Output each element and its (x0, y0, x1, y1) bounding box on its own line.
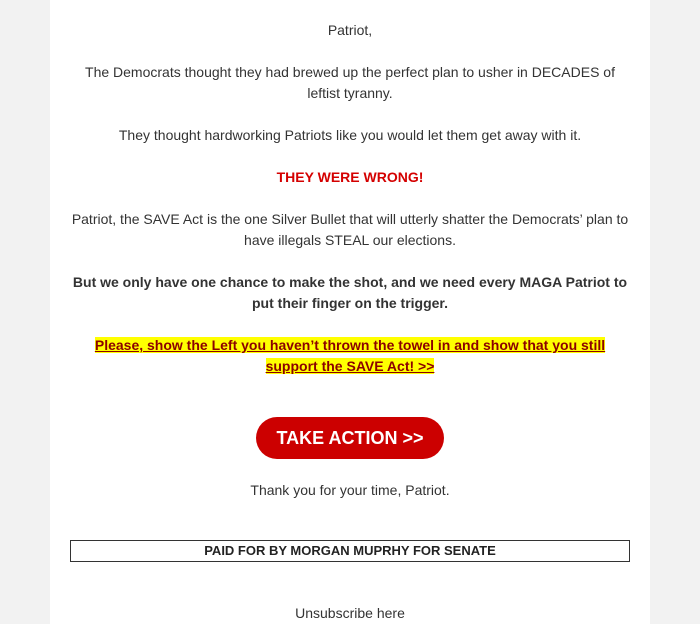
email-body (50, 0, 650, 624)
paragraph-hardworking-patriots: They thought hardworking Patriots like you would let them get away with it. (118, 127, 582, 143)
unsubscribe-link[interactable]: Unsubscribe here (295, 605, 405, 621)
alert-heading: THEY WERE WRONG! (276, 169, 424, 185)
thank-you-text: Thank you for your time, Patriot. (250, 482, 450, 498)
paid-for-disclaimer: PAID FOR BY MORGAN MUPRHY FOR SENATE (70, 540, 630, 562)
support-save-act-link-line1[interactable]: Please, show the Left you haven’t thrown the towel in and show that you still (94, 337, 606, 353)
support-link-block (70, 335, 630, 377)
support-save-act-link-line2[interactable]: support the SAVE Act! >> (265, 358, 435, 374)
greeting: Patriot, (327, 22, 373, 38)
paragraph-democrats-plan: The Democrats thought they had brewed up the perfect plan to usher in DECADES of leftist tyranny. (85, 64, 615, 101)
paragraph-one-chance: But we only have one chance to make the shot, and we need every MAGA Patriot to put their finger on the trigger. (72, 274, 628, 311)
paragraph-save-act: Patriot, the SAVE Act is the one Silver Bullet that will utterly shatter the Democrats’ plan to have illegals STEAL our elections. (71, 211, 629, 248)
take-action-button[interactable]: TAKE ACTION >> (256, 417, 444, 459)
